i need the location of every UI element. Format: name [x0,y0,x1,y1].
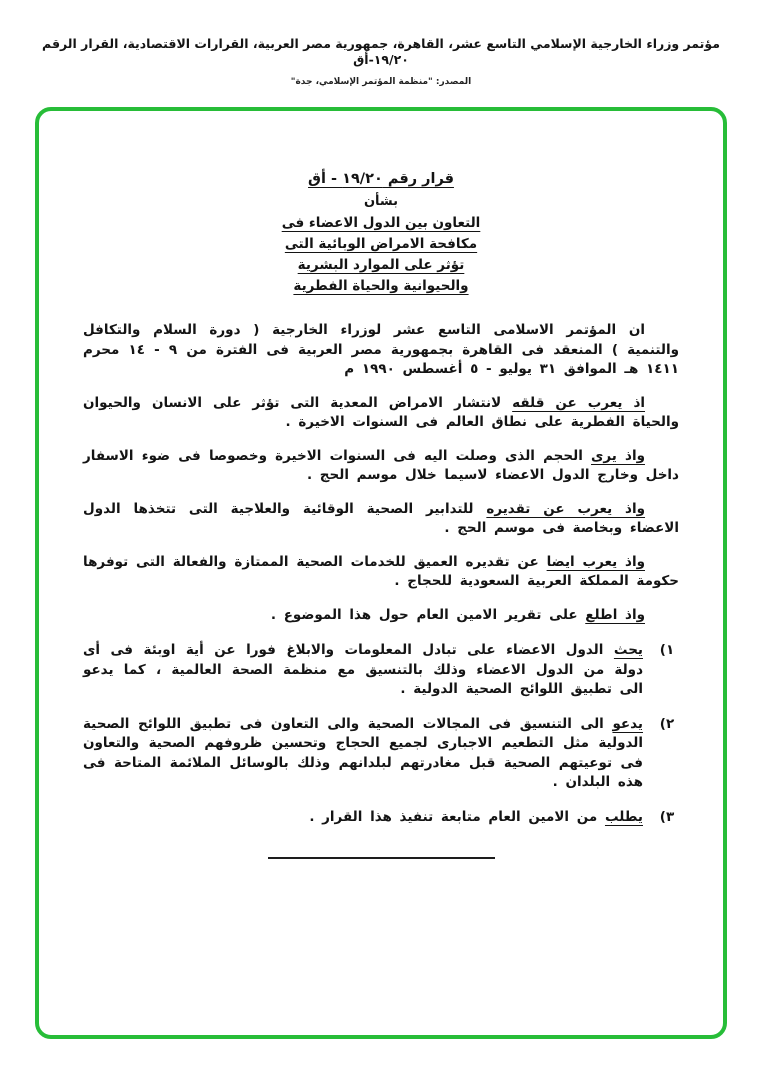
item-rest: الدول الاعضاء على تبادل المعلومات والابلاغ فورا عن أية اوبئة فى أى دولة من الدول الاعضاء وذلك بالتنسيق مع منظمة الصحة العالمية ، كما يدعو الى تطبيق اللوائح الصحية الدولية . [83,642,643,697]
title-block [83,171,679,295]
subject-line: مكافحة الامراض الوبائية التى [284,236,478,252]
clause-text: عن تقديره العميق للخدمات الصحية الممتازة والفعالة التى توفرها حكومة المملكة العربية السعودية للحجاج . [83,553,679,589]
item-lead: يدعو [612,715,643,732]
header-source: المصدر: "منظمة المؤتمر الإسلامي، جدة" [290,77,472,87]
subject-line: والحيوانية والحياة الفطرية [293,278,469,294]
clause-lead: واذ اطلع [585,606,645,623]
clause-text: لانتشار الامراض المعدية التى تؤثر على الانسان والحيوان والحياة الفطرية على نطاق العالم فى السنوات الاخيرة . [83,394,679,430]
numbered-item [83,641,679,700]
item-text [83,808,643,828]
page-header [0,36,762,87]
operative-items [83,641,679,827]
header-citation: مؤتمر وزراء الخارجية الإسلامي التاسع عشر، القاهرة، جمهورية مصر العربية، القرارات الاقتصادية، القرار الرقم ١٩/٢٠-أق [42,36,720,67]
clause-paragraph [83,394,679,433]
clause-paragraph [83,447,679,486]
item-lead: يطلب [604,808,643,825]
clause-text: الحجم الذى وصلت اليه فى السنوات الاخيرة وخصوصا فى ضوء الاسفار داخل وخارج الدول الاعضاء لاسيما خلال موسم الحج . [83,447,679,483]
item-number: ١) [659,642,675,658]
item-text [83,641,643,700]
clause-text: للتدابير الصحية الوقائية والعلاجية التى تتخذها الدول الاعضاء وبخاصة فى موسم الحج . [83,500,679,536]
green-frame [35,107,727,1039]
item-lead: يحث [613,642,643,658]
clause-lead: اذ يعرب عن قلقه [512,394,645,411]
preamble-paragraph: ان المؤتمر الاسلامى التاسع عشر لوزراء الخارجية ( دورة السلام والتكافل والتنمية ) المنعقد فى القاهرة بجمهورية مصر العربية فى الفترة من ٩ - ١٤ محرم ١٤١١ هـ الموافق ٣١ يوليو - ٥ أغسطس ١٩٩٠ م [83,322,679,377]
clause-paragraph [83,553,679,592]
subject-line: التعاون بين الدول الاعضاء فى [281,215,481,231]
subject-line: تؤثر على الموارد البشرية [297,257,465,273]
item-rest: الى التنسيق فى المجالات الصحية والى التعاون فى تطبيق اللوائح الصحية الدولية مثل التطعيم الاجبارى لجميع الحجاج وتحسين ظروفهم الصحية والتعاون فى توعيتهم الصحية قبل مغادرتهم لبلدانهم وذلك بالوسائل الملائمة المتاحة فى هذه البلدان . [83,715,643,790]
clause-lead: واذ يعرب عن تقديره [486,500,646,517]
clause-paragraph [83,606,679,626]
numbered-item [83,808,679,828]
item-text [83,715,643,793]
resolution-title: قرار رقم ١٩/٢٠ - أق [308,171,454,187]
subject-label: بشأن [363,194,399,209]
numbered-item [83,715,679,793]
signature-divider [268,857,495,859]
item-number: ٢) [659,715,675,732]
item-number: ٣) [659,808,675,825]
clause-text: على تقرير الامين العام حول هذا الموضوع . [270,606,586,623]
resolution-document [83,171,679,859]
clause-lead: واذ يعرب ايضا [546,553,645,570]
clause-lead: واذ يرى [591,447,645,464]
item-rest: من الامين العام متابعة تنفيذ هذا القرار . [309,808,605,825]
clause-paragraph [83,500,679,539]
